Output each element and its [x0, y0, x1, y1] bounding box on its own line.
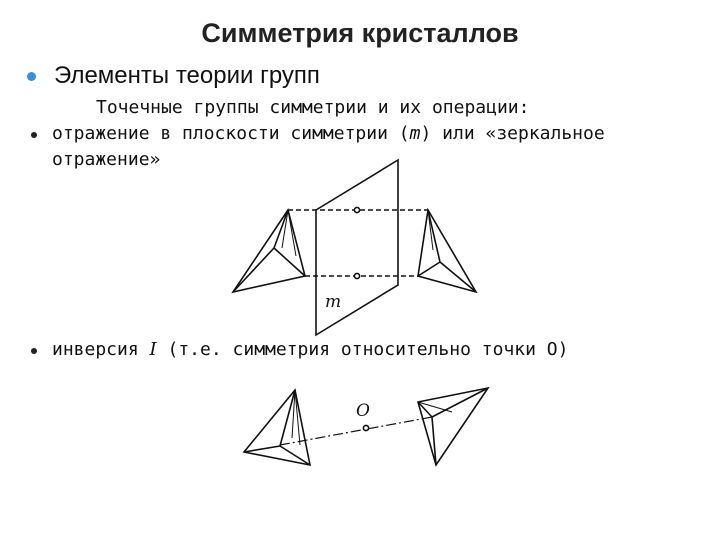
- mirror-reflection-figure: [233, 160, 476, 335]
- slide-title: Симметрия кристаллов: [201, 18, 519, 48]
- left-tetrahedron: [244, 390, 310, 465]
- main-bullet-label: Элементы теории групп: [54, 62, 320, 89]
- right-tetrahedron: [418, 388, 488, 465]
- inversion-figure: [244, 388, 488, 465]
- item-text: инверсия: [52, 339, 150, 360]
- item-text: отражение в плоскости симметрии (: [52, 123, 410, 144]
- item-text: (т.е. симметрия относительно точки О): [156, 339, 569, 360]
- item-symbol: I: [149, 339, 157, 360]
- item-text: ) или «зеркальное отражение»: [52, 123, 605, 170]
- item-symbol: m: [409, 123, 421, 144]
- right-tetrahedron: [418, 210, 476, 292]
- plane-label: m: [325, 292, 342, 312]
- subheading: Точечные группы симметрии и их операции:: [96, 97, 530, 118]
- point-label: O: [356, 401, 370, 421]
